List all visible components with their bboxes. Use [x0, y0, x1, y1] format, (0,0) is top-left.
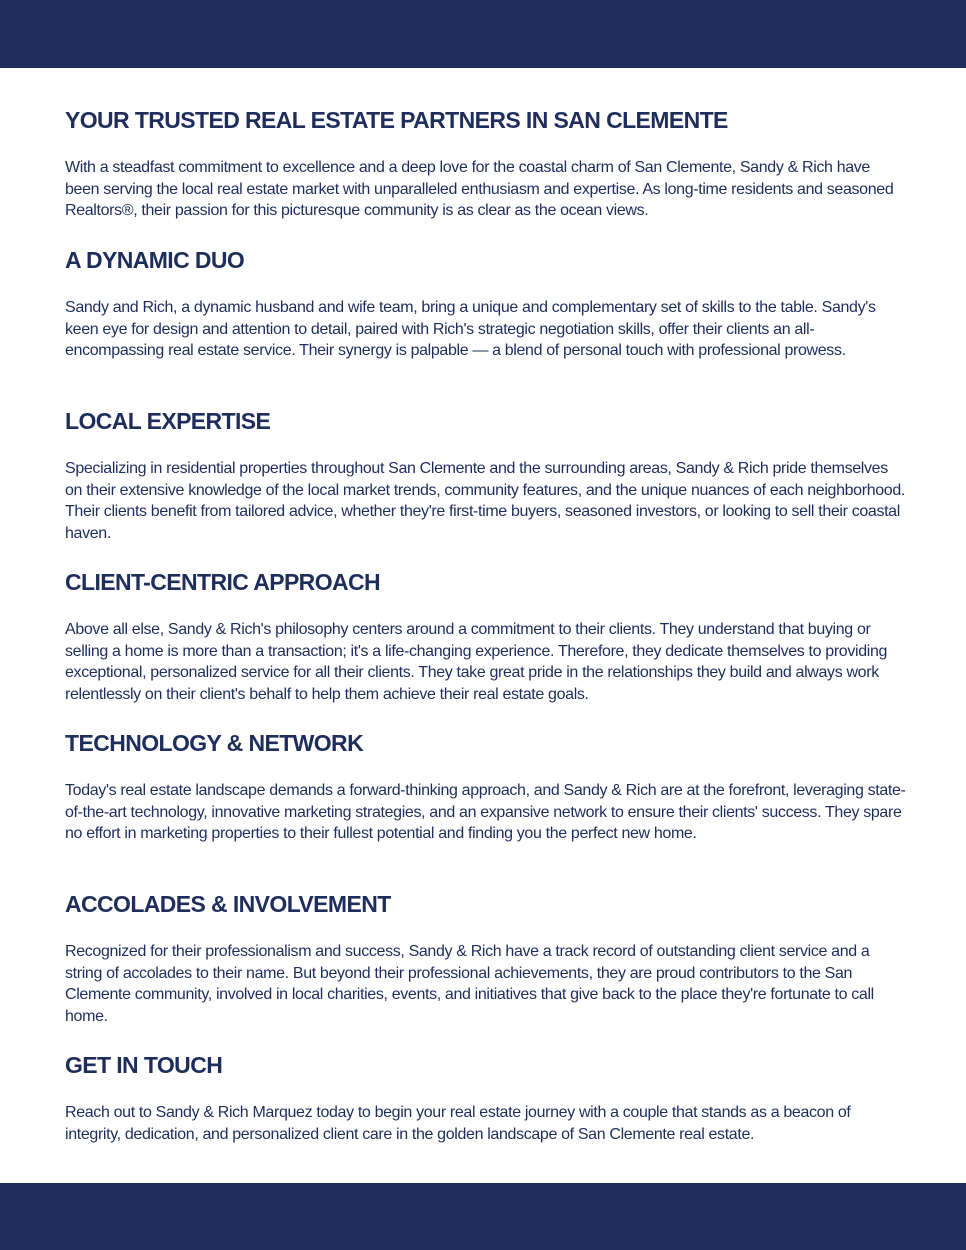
- section-body: Today's real estate landscape demands a forward-thinking approach, and Sandy & Rich are at the forefront, leveraging state-of-the-art technology, innovative marketing strategies, and an expansive network to ensure their clients' success. They spare no effort in marketing properties to their fullest potential and finding you the perfect new home.: [65, 782, 906, 842]
- header-bar: [0, 0, 966, 68]
- section-heading: ACCOLADES & INVOLVEMENT: [65, 891, 391, 917]
- section-body: Sandy and Rich, a dynamic husband and wife team, bring a unique and complementary set of skills to the table. Sandy's keen eye for design and attention to detail, paired with Rich's strategic negotiation skills, offer their clients an all-encompassing real estate service. Their synergy is palpable — a blend of personal touch with professional prowess.: [65, 299, 876, 359]
- section-trusted-partners: [65, 104, 907, 222]
- section-heading: TECHNOLOGY & NETWORK: [65, 730, 364, 756]
- section-body: Reach out to Sandy & Rich Marquez today to begin your real estate journey with a couple that stands as a beacon of integrity, dedication, and personalized client care in the golden landscape of San Clemente real estate.: [65, 1104, 851, 1143]
- section-body: Specializing in residential properties throughout San Clemente and the surrounding areas, Sandy & Rich pride themselves on their extensive knowledge of the local market trends, community features, and the unique nuances of each neighborhood. Their clients benefit from tailored advice, whether they're first-time buyers, seasoned investors, or looking to sell their coastal haven.: [65, 460, 905, 542]
- section-heading: CLIENT-CENTRIC APPROACH: [65, 569, 381, 595]
- section-dynamic-duo: [65, 244, 907, 362]
- section-client-centric: [65, 566, 907, 705]
- section-technology-network: [65, 727, 907, 845]
- section-body: Recognized for their professionalism and success, Sandy & Rich have a track record of outstanding client service and a string of accolades to their name. But beyond their professional achievements, they are proud contributors to the San Clemente community, involved in local charities, events, and initiatives that give back to the place they're fortunate to call home.: [65, 943, 874, 1025]
- section-body: With a steadfast commitment to excellence and a deep love for the coastal charm of San Clemente, Sandy & Rich have been serving the local real estate market with unparalleled enthusiasm and expertise. As long-time residents and seasoned Realtors®, their passion for this picturesque community is as clear as the ocean views.: [65, 159, 894, 219]
- footer-bar: [0, 1183, 966, 1250]
- section-heading: LOCAL EXPERTISE: [65, 408, 271, 434]
- section-body: Above all else, Sandy & Rich's philosophy centers around a commitment to their clients. They understand that buying or selling a home is more than a transaction; it's a life-changing experience. Therefore, they dedicate themselves to providing exceptional, personalized service for all their clients. They take great pride in the relationships they build and always work relentlessly on their client's behalf to help them achieve their real estate goals.: [65, 621, 888, 703]
- section-local-expertise: [65, 405, 907, 544]
- section-heading: A DYNAMIC DUO: [65, 247, 245, 273]
- section-get-in-touch: [65, 1049, 907, 1145]
- section-heading: YOUR TRUSTED REAL ESTATE PARTNERS IN SAN CLEMENTE: [65, 107, 728, 133]
- section-accolades: [65, 888, 907, 1027]
- section-heading: GET IN TOUCH: [65, 1052, 223, 1078]
